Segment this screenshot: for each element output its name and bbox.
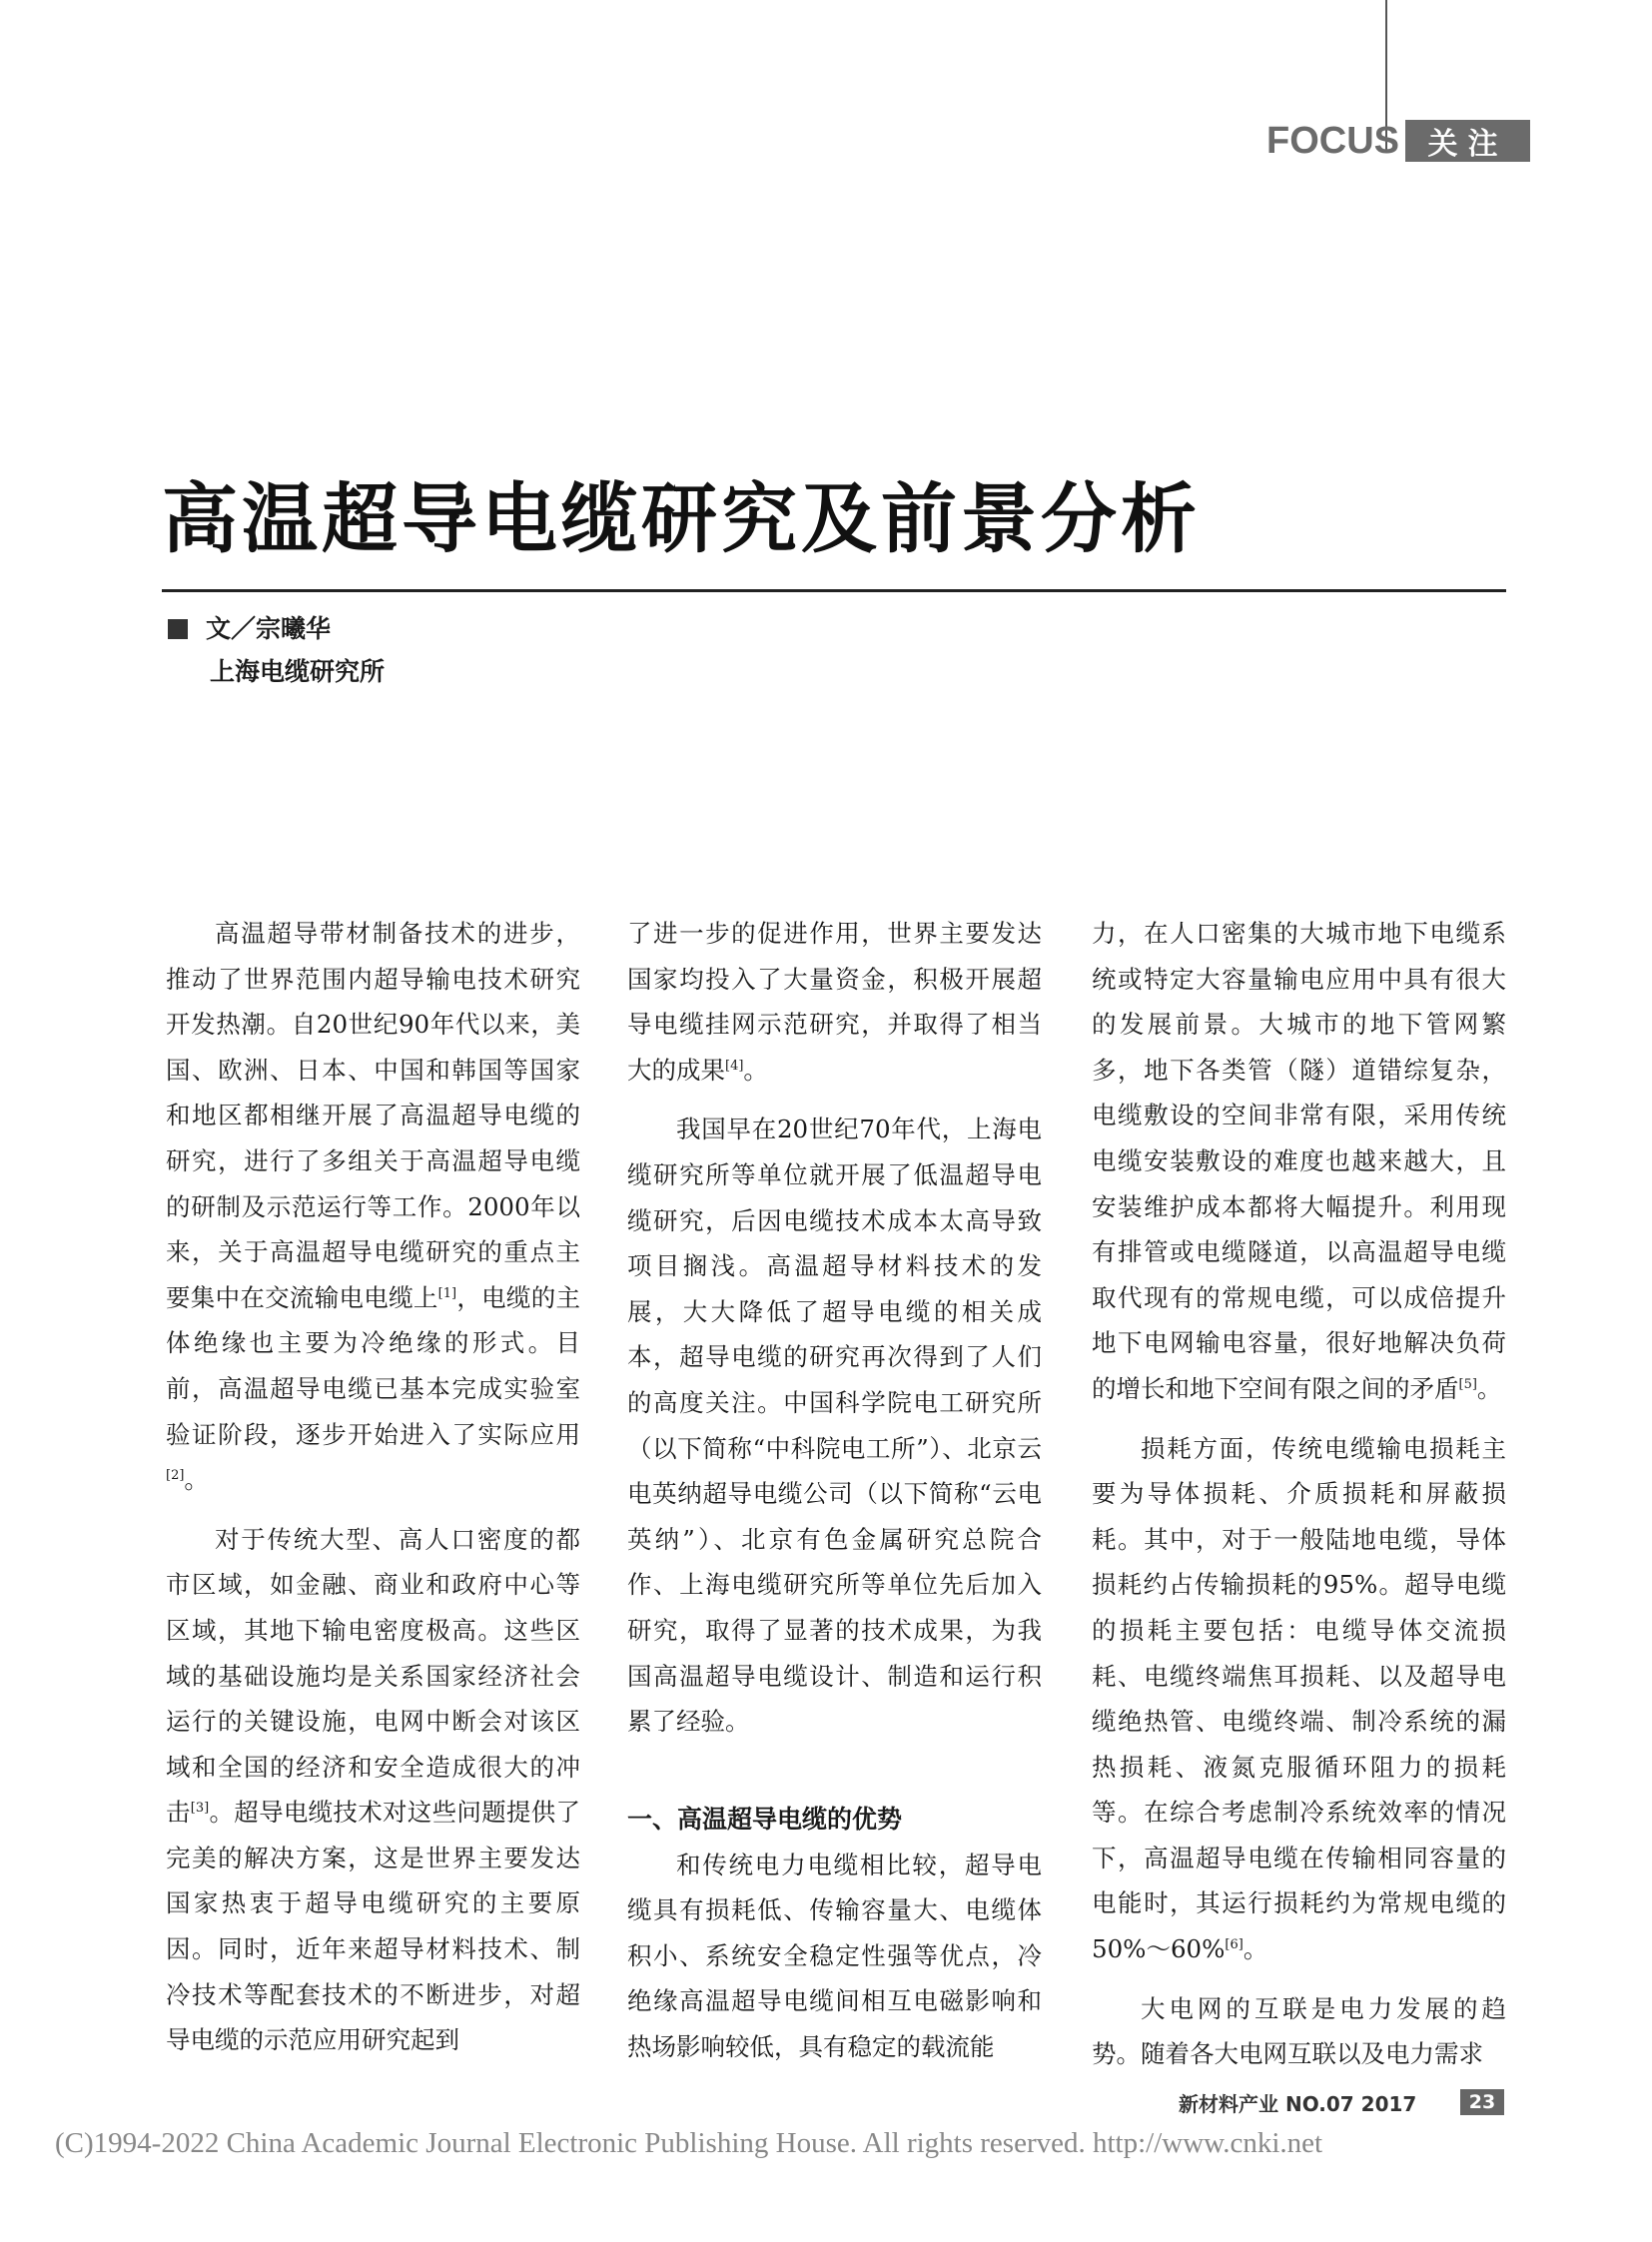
journal-footer: 新材料产业 NO.07 2017	[1179, 2092, 1417, 2116]
citation[interactable]: [6]	[1225, 1937, 1243, 1953]
square-bullet-icon	[168, 619, 188, 639]
paragraph: 和传统电力电缆相比较，超导电缆具有损耗低、传输容量大、电缆体积小、系统安全稳定性强等优点，冷绝缘高温超导电缆间相互电磁影响和热场影响较低，具有稳定的载流能	[627, 1850, 1042, 2062]
column-2	[627, 911, 1042, 2084]
affiliation: 上海电缆研究所	[210, 657, 386, 686]
paragraph: 大电网的互联是电力发展的趋势。随着各大电网互联以及电力需求	[1092, 1993, 1506, 2069]
paragraph: 损耗方面，传统电缆输电损耗主要为导体损耗、介质损耗和屏蔽损耗。其中，对于一般陆地电缆，导体损耗约占传输损耗的95%。超导电缆的损耗主要包括：电缆导体交流损耗、电缆终端焦耳损耗、以及超导电缆绝热管、电缆终端、制冷系统的漏热损耗、液氮克服循环阻力的损耗等。在综合考虑制冷系统效率的情况下，高温超导电缆在传输相同容量的电能时，其运行损耗约为常规电缆的50%～60%[6]。	[1092, 1433, 1506, 1964]
citation[interactable]: [2]	[166, 1468, 185, 1484]
paragraph: 我国早在20世纪70年代，上海电缆研究所等单位就开展了低温超导电缆研究，后因电缆技术成本太高导致项目搁浅。高温超导材料技术的发展，大大降低了超导电缆的相关成本，超导电缆的研究再次得到了人们的高度关注。中国科学院电工研究所（以下简称“中科院电工所”）、北京云电英纳超导电缆公司（以下简称“云电英纳”）、北京有色金属研究总院合作、上海电缆研究所等单位先后加入研究，取得了显著的技术成果，为我国高温超导电缆设计、制造和运行积累了经验。	[627, 1115, 1042, 1737]
byline	[168, 611, 331, 647]
author: 文／宗曦华	[206, 614, 332, 643]
paragraph: 力，在人口密集的大城市地下电缆系统或特定大容量输电应用中具有很大的发展前景。大城市的地下管网繁多，地下各类管（隧）道错综复杂，电缆敷设的空间非常有限，采用传统电缆安装敷设的难度也越来越大，且安装维护成本都将大幅提升。利用现有排管或电缆隧道，以高温超导电缆取代现有的常规电缆，可以成倍提升地下电网输电容量，很好地解决负荷的增长和地下空间有限之间的矛盾[5]。	[1092, 919, 1506, 1403]
citation[interactable]: [4]	[725, 1058, 744, 1074]
page-number: 23	[1460, 2089, 1504, 2115]
title-underline	[162, 589, 1506, 592]
article-title: 高温超导电缆研究及前景分析	[162, 474, 1201, 563]
column-3	[1092, 911, 1506, 2091]
paragraph: 高温超导带材制备技术的进步，推动了世界范围内超导输电技术研究开发热潮。自20世纪90年代以来，美国、欧洲、日本、中国和韩国等国家和地区都相继开展了高温超导电缆的研究，进行了多组关于高温超导电缆的研制及示范运行等工作。2000年以来，关于高温超导电缆研究的重点主要集中在交流输电电缆上[1]，电缆的主体绝缘也主要为冷绝缘的形式。目前，高温超导电缆已基本完成实验室验证阶段，逐步开始进入了实际应用[2]。	[166, 919, 581, 1495]
section-heading: 一、高温超导电缆的优势	[627, 1804, 903, 1834]
citation[interactable]: [3]	[190, 1801, 210, 1817]
citation[interactable]: [5]	[1458, 1376, 1477, 1392]
focus-cn-label: 关注	[1405, 120, 1530, 162]
paragraph: 对于传统大型、高人口密度的都市区域，如金融、商业和政府中心等区域，其地下输电密度极高。这些区域的基础设施均是关系国家经济社会运行的关键设施，电网中断会对该区域和全国的经济和安全造成很大的冲击[3]。超导电缆技术对这些问题提供了完美的解决方案，这是世界主要发达国家热衷于超导电缆研究的主要原因。同时，近年来超导材料技术、制冷技术等配套技术的不断进步，对超导电缆的示范应用研究起到	[166, 1524, 581, 2055]
citation[interactable]: [1]	[437, 1285, 457, 1301]
focus-label: FOCUS	[1266, 120, 1399, 162]
section-tag	[1266, 120, 1530, 162]
paragraph: 了进一步的促进作用，世界主要发达国家均投入了大量资金，积极开展超导电缆挂网示范研究，并取得了相当大的成果[4]。	[627, 919, 1042, 1085]
copyright-watermark: (C)1994-2022 China Academic Journal Electronic Publishing House. All rights reserved. http://www.cnki.net	[55, 2127, 1323, 2159]
column-1	[166, 911, 580, 2077]
